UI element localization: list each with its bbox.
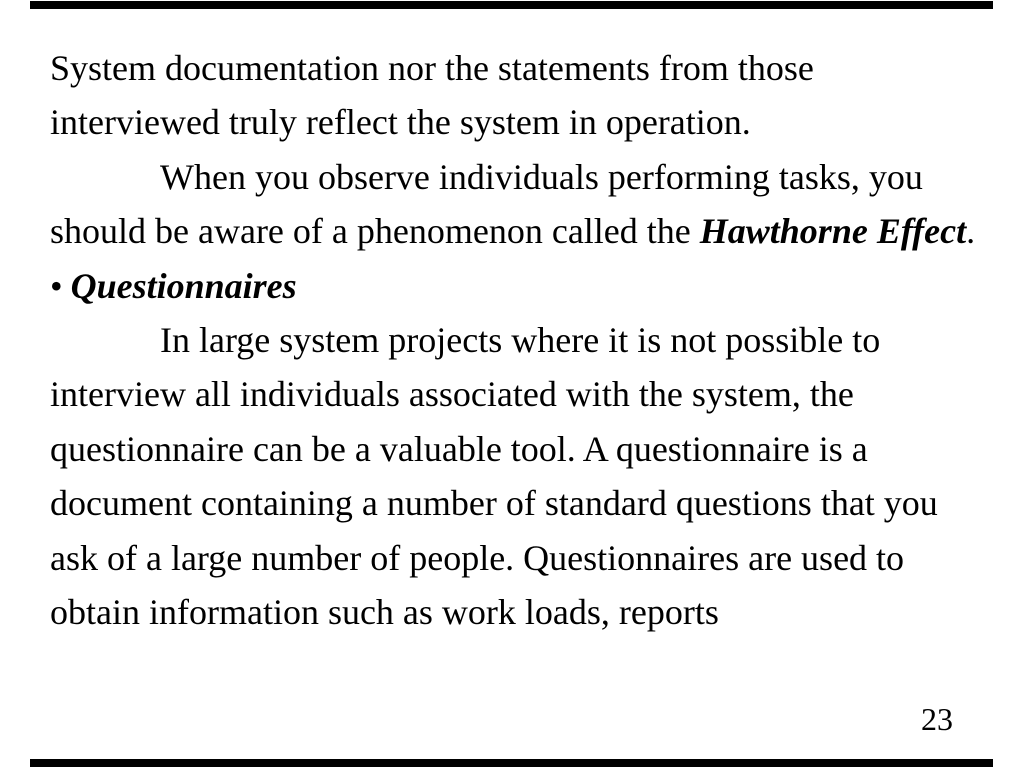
paragraph-questionnaire-description	[50, 313, 990, 639]
bottom-border-rule	[30, 759, 993, 767]
bullet-icon: •	[50, 265, 63, 306]
paragraph-system-documentation	[50, 41, 990, 150]
top-border-rule	[30, 1, 993, 9]
page-number: 23	[921, 701, 953, 737]
text-run: When you observe individuals performing tasks, you should be aware of a phenomenon called the	[50, 156, 923, 252]
text-run: .	[966, 211, 976, 252]
paragraph-hawthorne-effect	[50, 150, 990, 259]
slide-body	[50, 41, 990, 639]
bullet-item-questionnaires	[50, 259, 990, 313]
text-run: System documentation nor the statements from those interviewed truly reflect the system in operation.	[50, 48, 814, 143]
text-run: In large system projects where it is not possible to interview all individuals associated with the system, the questionnaire can be a valuable tool. A questionnaire is a document containing a number of standard questions that you ask of a large number of people. Questionnaires are used to obtain information such as work loads, reports	[50, 320, 938, 633]
text-run-bold-italic: Hawthorne Effect	[699, 211, 967, 252]
bullet-label: Questionnaires	[70, 265, 297, 306]
